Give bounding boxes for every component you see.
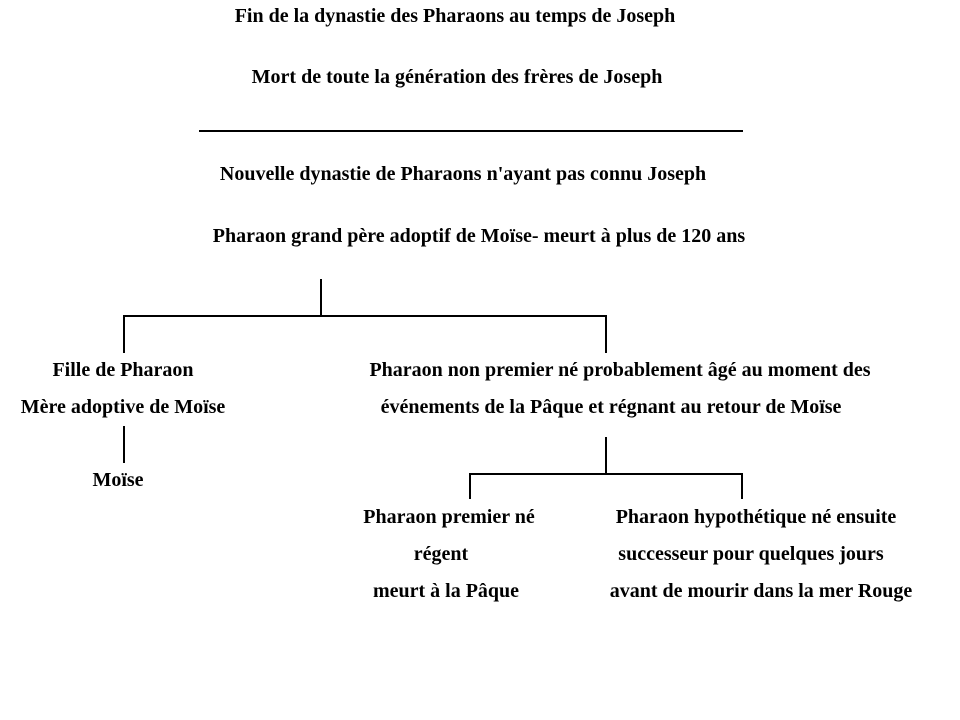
daughter-line2: Mère adoptive de Moïse	[20, 396, 226, 418]
daughter-line1: Fille de Pharaon	[52, 359, 194, 381]
new-dynasty-line2: Pharaon grand père adoptif de Moïse- meurt à plus de 120 ans	[212, 225, 746, 247]
moses-node: Moïse	[92, 469, 144, 491]
new-dynasty-line1: Nouvelle dynastie de Pharaons n'ayant pas connu Joseph	[219, 163, 707, 185]
header-title-line2: Mort de toute la génération des frères de Joseph	[251, 66, 663, 88]
firstborn-line2: régent	[413, 543, 469, 565]
pharaoh-not-firstborn-line2: événements de la Pâque et régnant au retour de Moïse	[380, 396, 842, 418]
hypothetical-line3: avant de mourir dans la mer Rouge	[609, 580, 913, 602]
header-title-line1: Fin de la dynastie des Pharaons au temps de Joseph	[234, 5, 676, 27]
hypothetical-line2: successeur pour quelques jours	[618, 543, 884, 565]
hypothetical-line1: Pharaon hypothétique né ensuite	[615, 506, 897, 528]
firstborn-line3: meurt à la Pâque	[372, 580, 520, 602]
firstborn-line1: Pharaon premier né	[363, 506, 535, 528]
pharaoh-not-firstborn-line1: Pharaon non premier né probablement âgé au moment des	[369, 359, 871, 381]
